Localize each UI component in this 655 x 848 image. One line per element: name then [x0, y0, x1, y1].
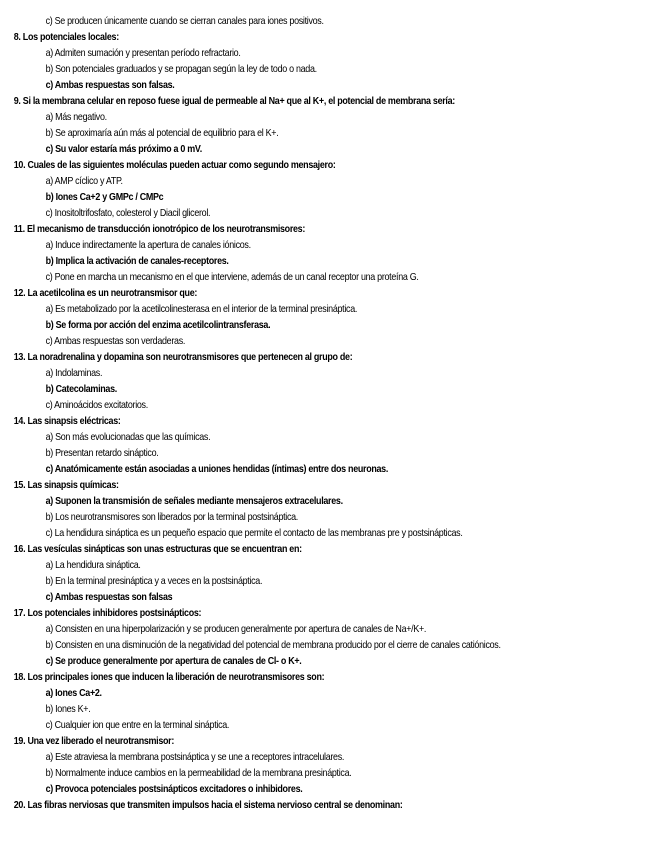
answer-option: a) La hendidura sináptica. [45, 560, 141, 571]
question-text: 11. El mecanismo de transducción ionotrópico de los neurotransmisores: [13, 224, 306, 235]
answer-option-correct: c) Ambas respuestas son falsas. [45, 80, 175, 91]
answer-option-correct: b) Implica la activación de canales-receptores. [45, 256, 229, 267]
question-text: 9. Si la membrana celular en reposo fuese igual de permeable al Na+ que al K+, el potencial de membrana sería: [13, 96, 455, 107]
document-page [0, 14, 655, 814]
answer-option: c) Aminoácidos excitatorios. [45, 400, 148, 411]
answer-option: b) Iones K+. [45, 704, 91, 715]
answer-option: a) AMP cíclico y ATP. [45, 176, 123, 187]
answer-option-correct: b) Se forma por acción del enzima acetilcolintransferasa. [45, 320, 271, 331]
answer-option: b) Se aproximaría aún más al potencial de equilibrio para el K+. [45, 128, 279, 139]
answer-option-correct: c) Ambas respuestas son falsas [45, 592, 173, 603]
answer-option: b) Presentan retardo sináptico. [45, 448, 159, 459]
answer-option: c) Cualquier ion que entre en la terminal sináptica. [45, 720, 230, 731]
answer-option: a) Admiten sumación y presentan período refractario. [45, 48, 241, 59]
answer-option: c) Se producen únicamente cuando se cierran canales para iones positivos. [45, 16, 324, 27]
question-text: 19. Una vez liberado el neurotransmisor: [13, 736, 175, 747]
question-text: 13. La noradrenalina y dopamina son neurotransmisores que pertenecen al grupo de: [13, 352, 353, 363]
answer-option: c) Ambas respuestas son verdaderas. [45, 336, 186, 347]
answer-option: c) Pone en marcha un mecanismo en el que interviene, además de un canal receptor una proteína G. [45, 272, 419, 283]
question-text: 16. Las vesículas sinápticas son unas estructuras que se encuentran en: [13, 544, 302, 555]
answer-option: a) Induce indirectamente la apertura de canales iónicos. [45, 240, 251, 251]
question-text: 17. Los potenciales inhibidores postsinápticos: [13, 608, 202, 619]
question-text: 8. Los potenciales locales: [13, 32, 119, 43]
answer-option: c) Inositoltrifosfato, colesterol y Diacil glicerol. [45, 208, 211, 219]
answer-option-correct: a) Iones Ca+2. [45, 688, 102, 699]
question-text: 12. La acetilcolina es un neurotransmisor que: [13, 288, 198, 299]
question-text: 14. Las sinapsis eléctricas: [13, 416, 121, 427]
answer-option-correct: c) Anatómicamente están asociadas a uniones hendidas (íntimas) entre dos neuronas. [45, 464, 389, 475]
answer-option: a) Más negativo. [45, 112, 107, 123]
answer-option-correct: c) Provoca potenciales postsinápticos excitadores o inhibidores. [45, 784, 303, 795]
answer-option: b) Los neurotransmisores son liberados por la terminal postsináptica. [45, 512, 299, 523]
question-text: 20. Las fibras nerviosas que transmiten impulsos hacia el sistema nervioso central se denominan: [13, 800, 403, 811]
answer-option-correct: b) Iones Ca+2 y GMPc / CMPc [45, 192, 164, 203]
answer-option: b) Consisten en una disminución de la negatividad del potencial de membrana producido por el cierre de canales catiónicos. [45, 640, 501, 651]
answer-option: a) Indolaminas. [45, 368, 103, 379]
answer-option-correct: c) Se produce generalmente por apertura de canales de Cl- o K+. [45, 656, 302, 667]
answer-option: a) Son más evolucionadas que las químicas. [45, 432, 211, 443]
answer-option: b) Son potenciales graduados y se propagan según la ley de todo o nada. [45, 64, 317, 75]
answer-option-correct: b) Catecolaminas. [45, 384, 117, 395]
answer-option: b) En la terminal presináptica y a veces en la postsináptica. [45, 576, 263, 587]
answer-option-correct: c) Su valor estaría más próximo a 0 mV. [45, 144, 202, 155]
answer-option: c) La hendidura sináptica es un pequeño espacio que permite el contacto de las membranas pre y postsinápticas. [45, 528, 463, 539]
question-text: 10. Cuales de las siguientes moléculas pueden actuar como segundo mensajero: [13, 160, 336, 171]
answer-option: b) Normalmente induce cambios en la permeabilidad de la membrana presináptica. [45, 768, 352, 779]
answer-option: a) Es metabolizado por la acetilcolinesterasa en el interior de la terminal presináptica. [45, 304, 358, 315]
answer-option: a) Consisten en una hiperpolarización y se producen generalmente por apertura de canales de Na+/K+. [45, 624, 427, 635]
answer-option: a) Este atraviesa la membrana postsináptica y se une a receptores intracelulares. [45, 752, 345, 763]
question-text: 18. Los principales iones que inducen la liberación de neurotransmisores son: [13, 672, 325, 683]
answer-option-correct: a) Suponen la transmisión de señales mediante mensajeros extracelulares. [45, 496, 343, 507]
question-text: 15. Las sinapsis químicas: [13, 480, 119, 491]
